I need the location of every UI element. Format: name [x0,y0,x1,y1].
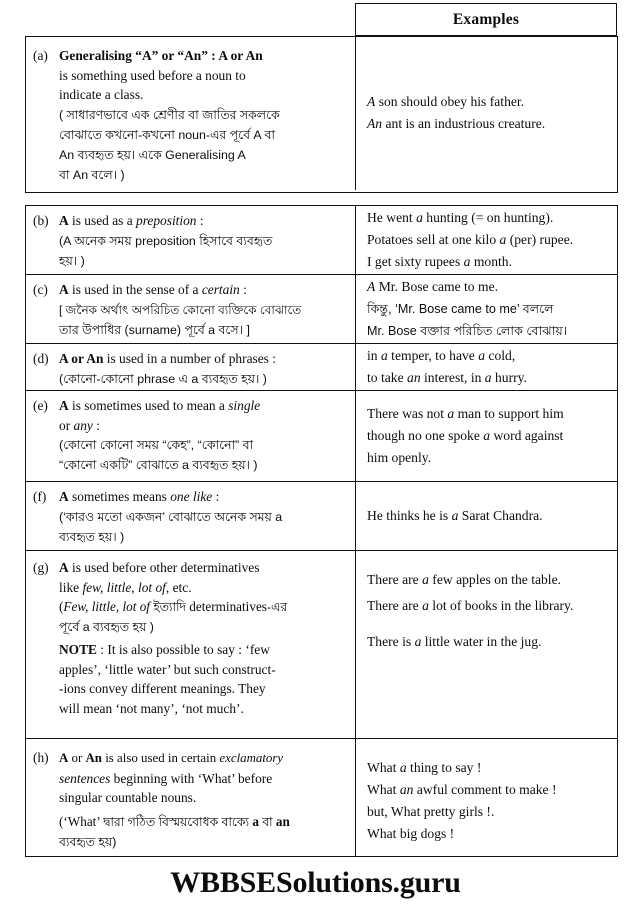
example-h-line-1: What a thing to say ! [367,760,482,775]
table-row-d [26,344,617,391]
rule-b-line-2: (A অনেক সময় preposition হিসাবে ব্যবহৃত [59,233,273,248]
rule-d-tag: (d) [33,351,49,366]
example-cell-e [356,391,617,481]
rule-h-line-4: (‘What’ দ্বারা গঠিত বিস্ময়বোধক বাক্যে a বা an [59,813,290,829]
rule-e-line-1: (e) A is sometimes used to mean a single [33,396,348,416]
rule-g-line-2: like few, little, lot of, etc. [59,579,192,595]
rule-h-tag: (h) [33,750,49,765]
rule-cell-f [26,482,356,550]
rule-h-line-3: singular countable nouns. [59,790,197,805]
example-h-line-2: What an awful comment to make ! [367,782,557,797]
rule-f-line-1: (f) A sometimes means one like : [33,487,348,507]
table-row-g [26,551,617,739]
rule-g-line-1: (g) A is used before other determinatives [33,558,348,578]
rule-e-line-2: or any : [59,417,100,433]
site-watermark: WBBSESolutions.guru [170,866,461,899]
rule-a-line-5: বোঝাতে কখনো-কখনো noun-এর পূর্বে A বা [59,127,275,142]
example-g-line-3: There is a little water in the jug. [367,634,542,649]
rule-c-tag: (c) [33,282,48,297]
rule-cell-h [26,739,356,857]
rule-g-note-line-1: NOTE : It is also possible to say : ‘few [59,642,270,657]
rule-d-line-2: (কোনো-কোনো phrase এ a ব্যবহৃত হয়। ) [59,371,267,386]
rule-a-line-4: ( সাধারণভাবে এক শ্রেণীর বা জাতির সকলকে [59,107,280,122]
rule-f-tag: (f) [33,489,47,504]
rule-a-line-6: An ব্যবহৃত হয়। একে Generalising A [59,147,246,162]
table-header-band [25,3,618,37]
example-h-line-4: What big dogs ! [367,826,455,841]
example-a-line-1: A son should obey his father. [367,94,525,109]
table-row-h [26,739,617,857]
table-row-c [26,275,617,344]
table-block-a [25,36,618,193]
rule-b-tag: (b) [33,213,49,228]
rule-a-tag: (a) [33,48,48,63]
examples-header-label: Examples [452,10,520,28]
rule-g-note-line-4: will mean ‘not many’, ‘not much’. [59,700,244,716]
example-f-line-1: He thinks he is a Sarat Chandra. [367,507,543,523]
rule-c-line-3: তার উপাধির (surname) পূর্বে a বসে। ] [59,322,250,337]
rule-a-line-1 [33,46,348,66]
example-c-line-2: কিন্তু, ‘Mr. Bose came to me’ বললে [367,301,554,316]
example-b-line-3: I get sixty rupees a month. [367,253,512,269]
example-cell-g [356,551,617,738]
table-row-e [26,391,617,482]
example-e-line-1: There was not a man to support him [367,405,564,421]
rule-d-line-1: (d) A or An is used in a number of phrases : [33,349,348,369]
example-e-line-2: though no one spoke a word against [367,427,564,443]
example-c-line-3: Mr. Bose বক্তার পরিচিত লোক বোঝায়। [367,323,568,338]
rule-cell-c [26,275,356,343]
table-row-b [26,206,617,275]
rule-a-line-7: বা An বলে। ) [59,167,125,182]
rule-c-line-1: (c) A is used in the sense of a certain : [33,280,348,300]
example-g-spacer [367,619,608,629]
rule-e-tag: (e) [33,398,48,413]
example-d-line-1: in a temper, to have a cold, [367,347,516,363]
example-cell-c [356,275,617,343]
rule-g-note-line-3: -ions convey different meanings. They [59,681,266,696]
rule-a-line-2: is something used before a noun to [59,67,246,83]
rule-cell-a [26,37,356,190]
rule-h-line-2: sentences beginning with ‘What’ before [59,770,273,786]
rule-cell-e [26,391,356,481]
rule-b-line-3: হয়। ) [59,253,85,268]
example-d-line-2: to take an interest, in a hurry. [367,369,527,385]
examples-column-header [355,3,617,36]
example-cell-b [356,206,617,274]
table-block-main [25,205,618,857]
rule-g-line-3: (Few, little, lot of ইত্যাদি determinatives-এর [59,599,288,614]
rule-cell-d [26,344,356,390]
table-row-a [26,37,617,190]
rule-e-line-3: (কোনো কোনো সময় “কেহ”, “কোনো” বা [59,438,254,452]
example-c-line-1: A Mr. Bose came to me. [367,278,499,294]
example-b-line-1: He went a hunting (= on hunting). [367,209,554,225]
rule-h-line-5: ব্যবহৃত হয়) [59,834,117,849]
rule-a-text-1: Generalising “A” or “An” : A or An [59,48,263,63]
example-g-line-1: There are a few apples on the table. [367,572,562,587]
rule-g-line-4: পূর্বে a ব্যবহৃত হয় ) [59,620,154,634]
rule-f-line-2: (‘কারও মতো একজন’ বোঝাতে অনেক সময় a [59,509,283,524]
example-cell-h [356,739,617,857]
example-cell-f [356,482,617,550]
rule-cell-b [26,206,356,274]
rule-c-line-2: [ জনৈক অর্থাৎ অপরিচিত কোনো ব্যক্তিকে বোঝাতে [59,302,302,317]
rule-f-line-3: ব্যবহৃত হয়। ) [59,529,125,544]
rule-g-note-line-2: apples’, ‘little water’ but such construct- [59,661,276,677]
rule-g-tag: (g) [33,560,49,575]
example-h-line-3: but, What pretty girls !. [367,804,495,819]
example-cell-d [356,344,617,390]
rule-cell-g [26,551,356,738]
rule-b-line-1: (b) A is used as a preposition : [33,211,348,231]
example-cell-a [356,37,617,190]
example-b-line-2: Potatoes sell at one kilo a (per) rupee. [367,231,574,247]
example-g-line-2: There are a lot of books in the library. [367,598,574,613]
example-a-line-2: An ant is an industrious creature. [367,116,546,131]
rule-h-line-1: (h) A or An is also used in certain exclamatory [33,748,348,769]
table-row-f [26,482,617,551]
rule-e-line-4: “কোনো একটি” বোঝাতে a ব্যবহৃত হয়। ) [59,458,258,472]
example-e-line-3: him openly. [367,449,432,465]
rule-a-line-3: indicate a class. [59,87,144,102]
